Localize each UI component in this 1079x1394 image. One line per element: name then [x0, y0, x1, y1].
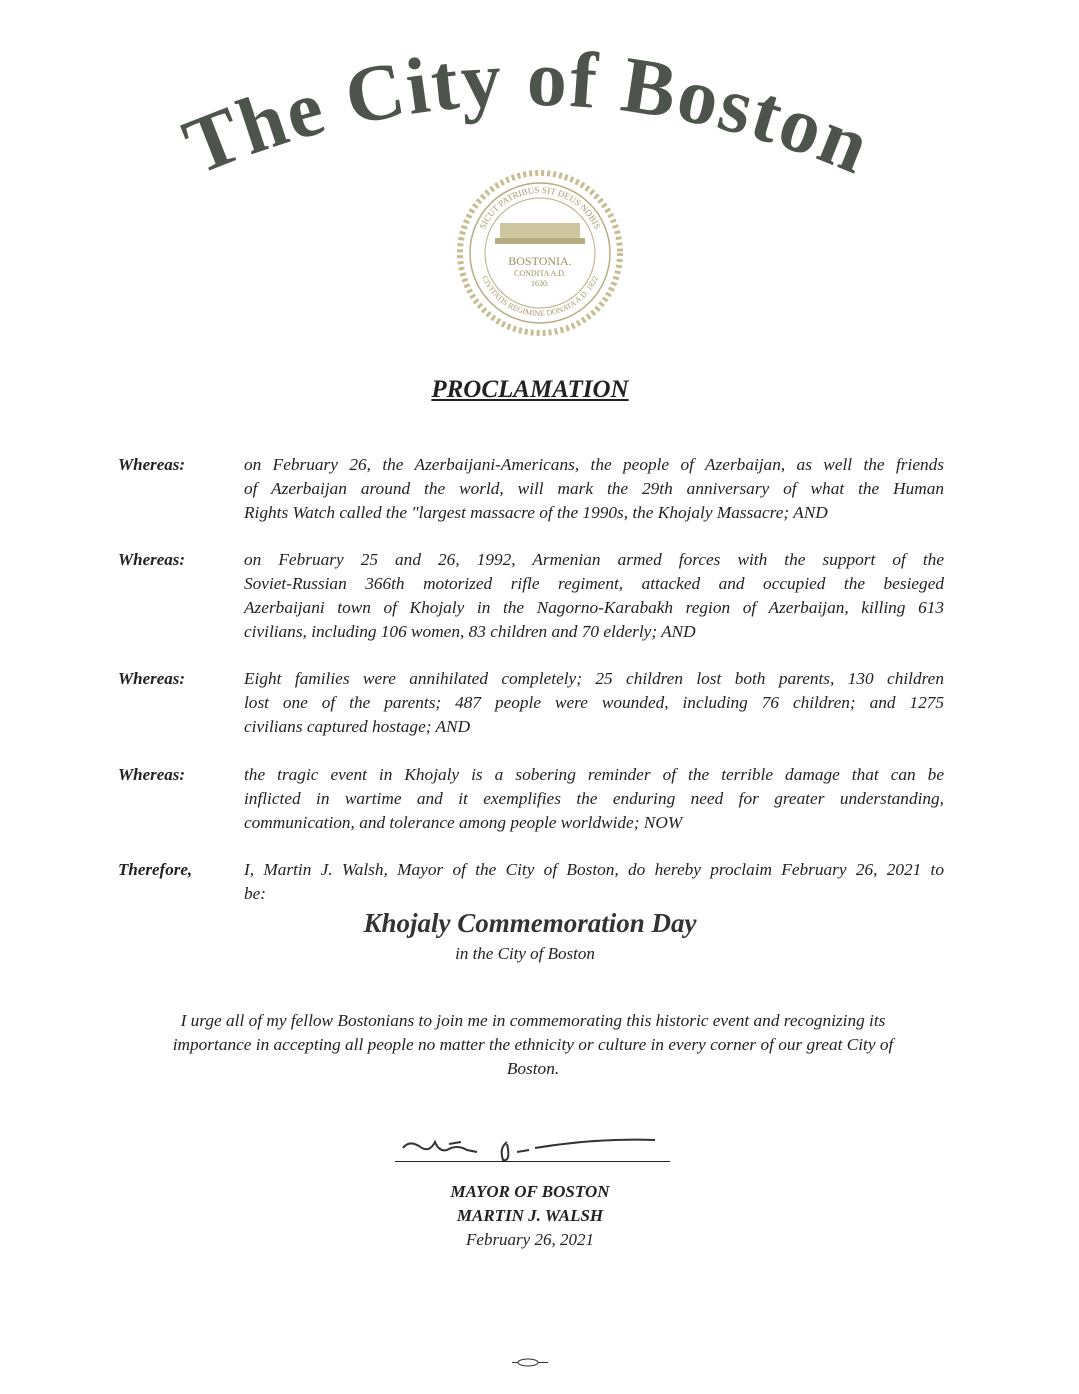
clause-text — [244, 667, 944, 739]
clause-line: Rights Watch called the "largest massacre of the 1990s, the Khojaly Massacre; AND — [244, 503, 828, 522]
clause-label: Whereas: — [118, 765, 186, 784]
clause-line: communication, and tolerance among people worldwide; NOW — [244, 813, 683, 832]
clause-text — [244, 453, 944, 525]
clause-line: Soviet-Russian 366th motorized rifle regiment, attacked and occupied the besieged — [244, 574, 944, 593]
clause-line: be: — [244, 884, 267, 903]
closing-line: I urge all of my fellow Bostonians to join me in commemorating this historic event and recognizing its — [180, 1011, 886, 1030]
commemoration-day-title: Khojaly Commemoration Day — [363, 908, 697, 938]
closing-line: importance in accepting all people no matter the ethnicity or culture in every corner of our great City of — [172, 1035, 894, 1054]
city-seal — [455, 168, 625, 338]
clause-text — [244, 548, 944, 644]
mayor-name: MARTIN J. WALSH — [456, 1206, 604, 1225]
seal-line2: CONDITA A.D. — [513, 269, 567, 278]
clause-line: inflicted in wartime and it exemplifies the enduring need for greater understanding, — [244, 789, 944, 808]
clause-label: Whereas: — [118, 550, 186, 569]
signature-line — [395, 1161, 670, 1162]
closing-paragraph — [120, 1009, 946, 1081]
seal-motto: SICUT PATRIBUS SIT DEUS NOBIS — [477, 184, 603, 231]
mayor-title: MAYOR OF BOSTON — [450, 1182, 610, 1201]
clause-line: civilians captured hostage; AND — [244, 717, 471, 736]
header-title: The City of Boston — [172, 34, 884, 192]
proclamation-title: PROCLAMATION — [431, 376, 629, 403]
clause-line: I, Martin J. Walsh, Mayor of the City of Boston, do hereby proclaim February 26, 2021 to — [244, 860, 944, 879]
mayor-signature — [395, 1130, 675, 1170]
clause-line: the tragic event in Khojaly is a sobering reminder of the terrible damage that can be — [244, 765, 944, 784]
clause-line: Azerbaijani town of Khojaly in the Nagorno-Karabakh region of Azerbaijan, killing 613 — [244, 598, 944, 617]
closing-line: Boston. — [506, 1059, 560, 1078]
clause-line: on February 25 and 26, 1992, Armenian armed forces with the support of the — [244, 550, 944, 569]
clause-line: civilians, including 106 women, 83 children and 70 elderly; AND — [244, 622, 696, 641]
clause-label: Whereas: — [118, 455, 186, 474]
seal-outer: CIVITATIS REGIMINE DONATA A.D. 1822 — [480, 274, 600, 319]
commemoration-day-subtitle: in the City of Boston — [455, 944, 595, 963]
seal-name: BOSTONIA. — [508, 254, 572, 268]
clause-line: lost one of the parents; 487 people were wounded, including 76 children; and 1275 — [244, 693, 944, 712]
signature-date: February 26, 2021 — [466, 1230, 594, 1249]
clause-label: Therefore, — [118, 860, 193, 879]
clause-text — [244, 858, 944, 906]
clause-line: of Azerbaijan around the world, will mark the 29th anniversary of what the Human — [244, 479, 944, 498]
seal-year: 1630. — [531, 279, 549, 288]
clause-text — [244, 763, 944, 835]
clause-line: Eight families were annihilated completely; 25 children lost both parents, 130 children — [244, 669, 944, 688]
clause-line: on February 26, the Azerbaijani-Americans, the people of Azerbaijan, as well the friends — [244, 455, 944, 474]
clause-label: Whereas: — [118, 669, 186, 688]
union-bug-icon — [510, 1358, 550, 1367]
